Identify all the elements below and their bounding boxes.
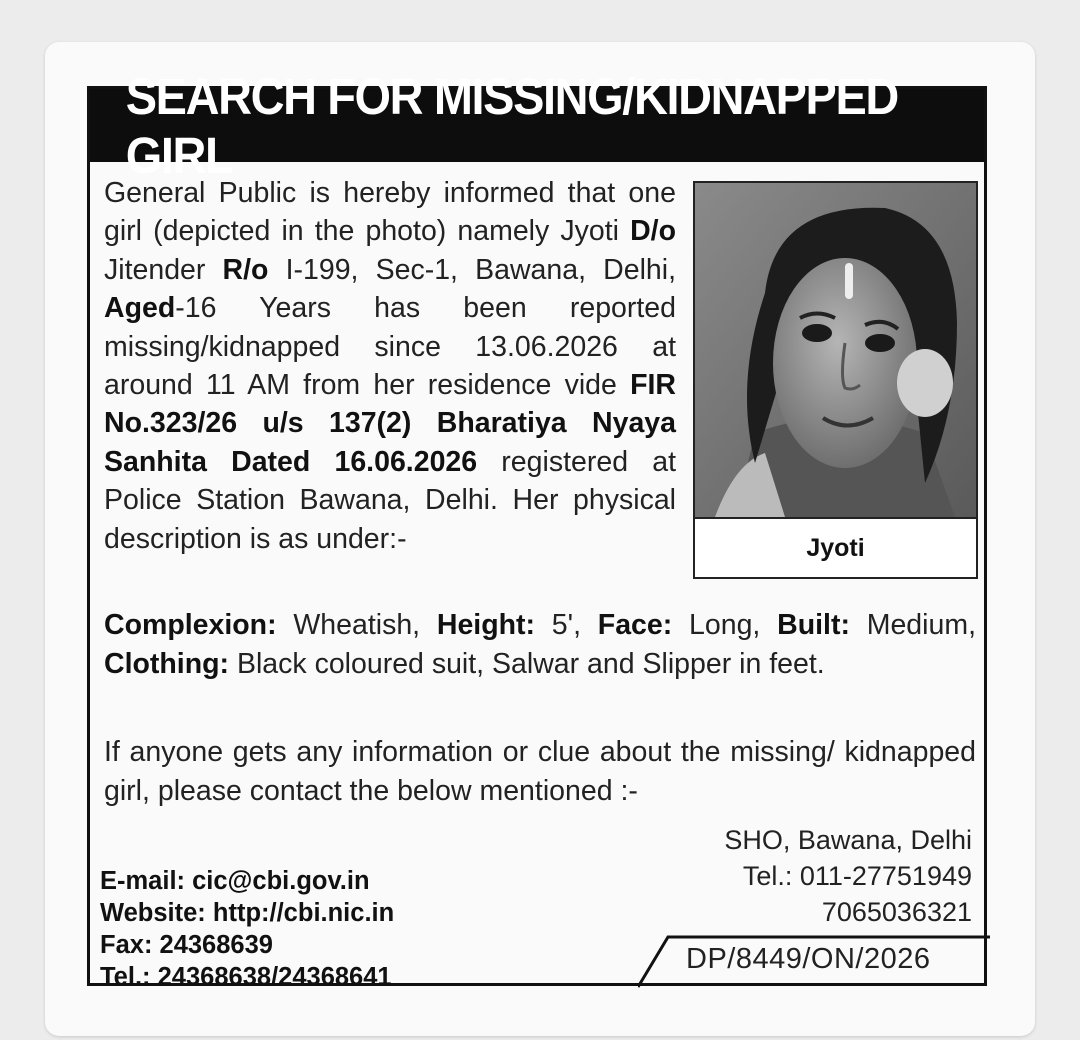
contact-fax: Fax: 24368639 <box>100 931 273 959</box>
height-label: Height: <box>436 609 536 641</box>
built-label: Built: <box>777 609 850 641</box>
physical-description <box>104 606 976 684</box>
intro-text: Jitender <box>104 253 223 286</box>
appeal-paragraph: If anyone gets any information or clue about the missing/ kidnapped girl, please contact the below mentioned :- <box>104 736 976 807</box>
intro-text: -16 Years has been reported missing/kidnapped since 13.06.2026 at around 11 AM from her residence vide <box>104 292 676 402</box>
sho-mobile: 7065036321 <box>821 897 972 927</box>
missing-person-notice <box>87 67 987 991</box>
face-label: Face: <box>597 609 673 641</box>
fir-details: FIR No.323/26 u/s 137(2) Bharatiya Nyaya Sanhita Dated 16.06.2026 <box>104 369 676 478</box>
face-value: Long, <box>672 609 778 641</box>
contact-email: E-mail: cic@cbi.gov.in <box>100 867 370 895</box>
intro-text: registered at Police Station Bawana, Delhi. Her physical description is as under:- <box>104 445 676 555</box>
clothing-value: Black coloured suit, Salwar and Slipper in feet. <box>229 648 825 680</box>
portrait-illustration <box>695 183 976 517</box>
intro-bold: Aged <box>104 292 176 325</box>
intro-text: General Public is hereby informed that one girl (depicted in the photo) namely Jyoti <box>104 177 676 248</box>
sho-contact <box>724 822 972 930</box>
notice-header <box>90 67 984 184</box>
cbi-contacts <box>100 865 394 993</box>
sho-phone: Tel.: 011-27751949 <box>742 861 972 891</box>
contact-tel: Tel.: 24368638/24368641 <box>100 963 392 991</box>
reference-number: DP/8449/ON/2026 <box>686 943 931 975</box>
notice-title: SEARCH FOR MISSING/KIDNAPPED GIRL <box>125 67 898 184</box>
portrait-photo <box>695 183 976 519</box>
intro-text: I-199, Sec-1, Bawana, Delhi, <box>268 253 676 286</box>
height-value: 5', <box>535 609 598 641</box>
complexion-value: Wheatish, <box>276 609 437 641</box>
intro-paragraph <box>104 174 676 558</box>
intro-bold: R/o <box>222 253 269 286</box>
sho-name: SHO, Bawana, Delhi <box>724 825 972 855</box>
contact-website: Website: http://cbi.nic.in <box>100 899 395 927</box>
intro-bold: D/o <box>630 215 676 248</box>
photo-frame <box>693 181 978 579</box>
complexion-label: Complexion: <box>104 609 277 641</box>
built-value: Medium, <box>849 609 976 641</box>
reference-box <box>638 935 990 989</box>
clothing-label: Clothing: <box>104 648 230 680</box>
photo-caption: Jyoti <box>806 533 865 562</box>
